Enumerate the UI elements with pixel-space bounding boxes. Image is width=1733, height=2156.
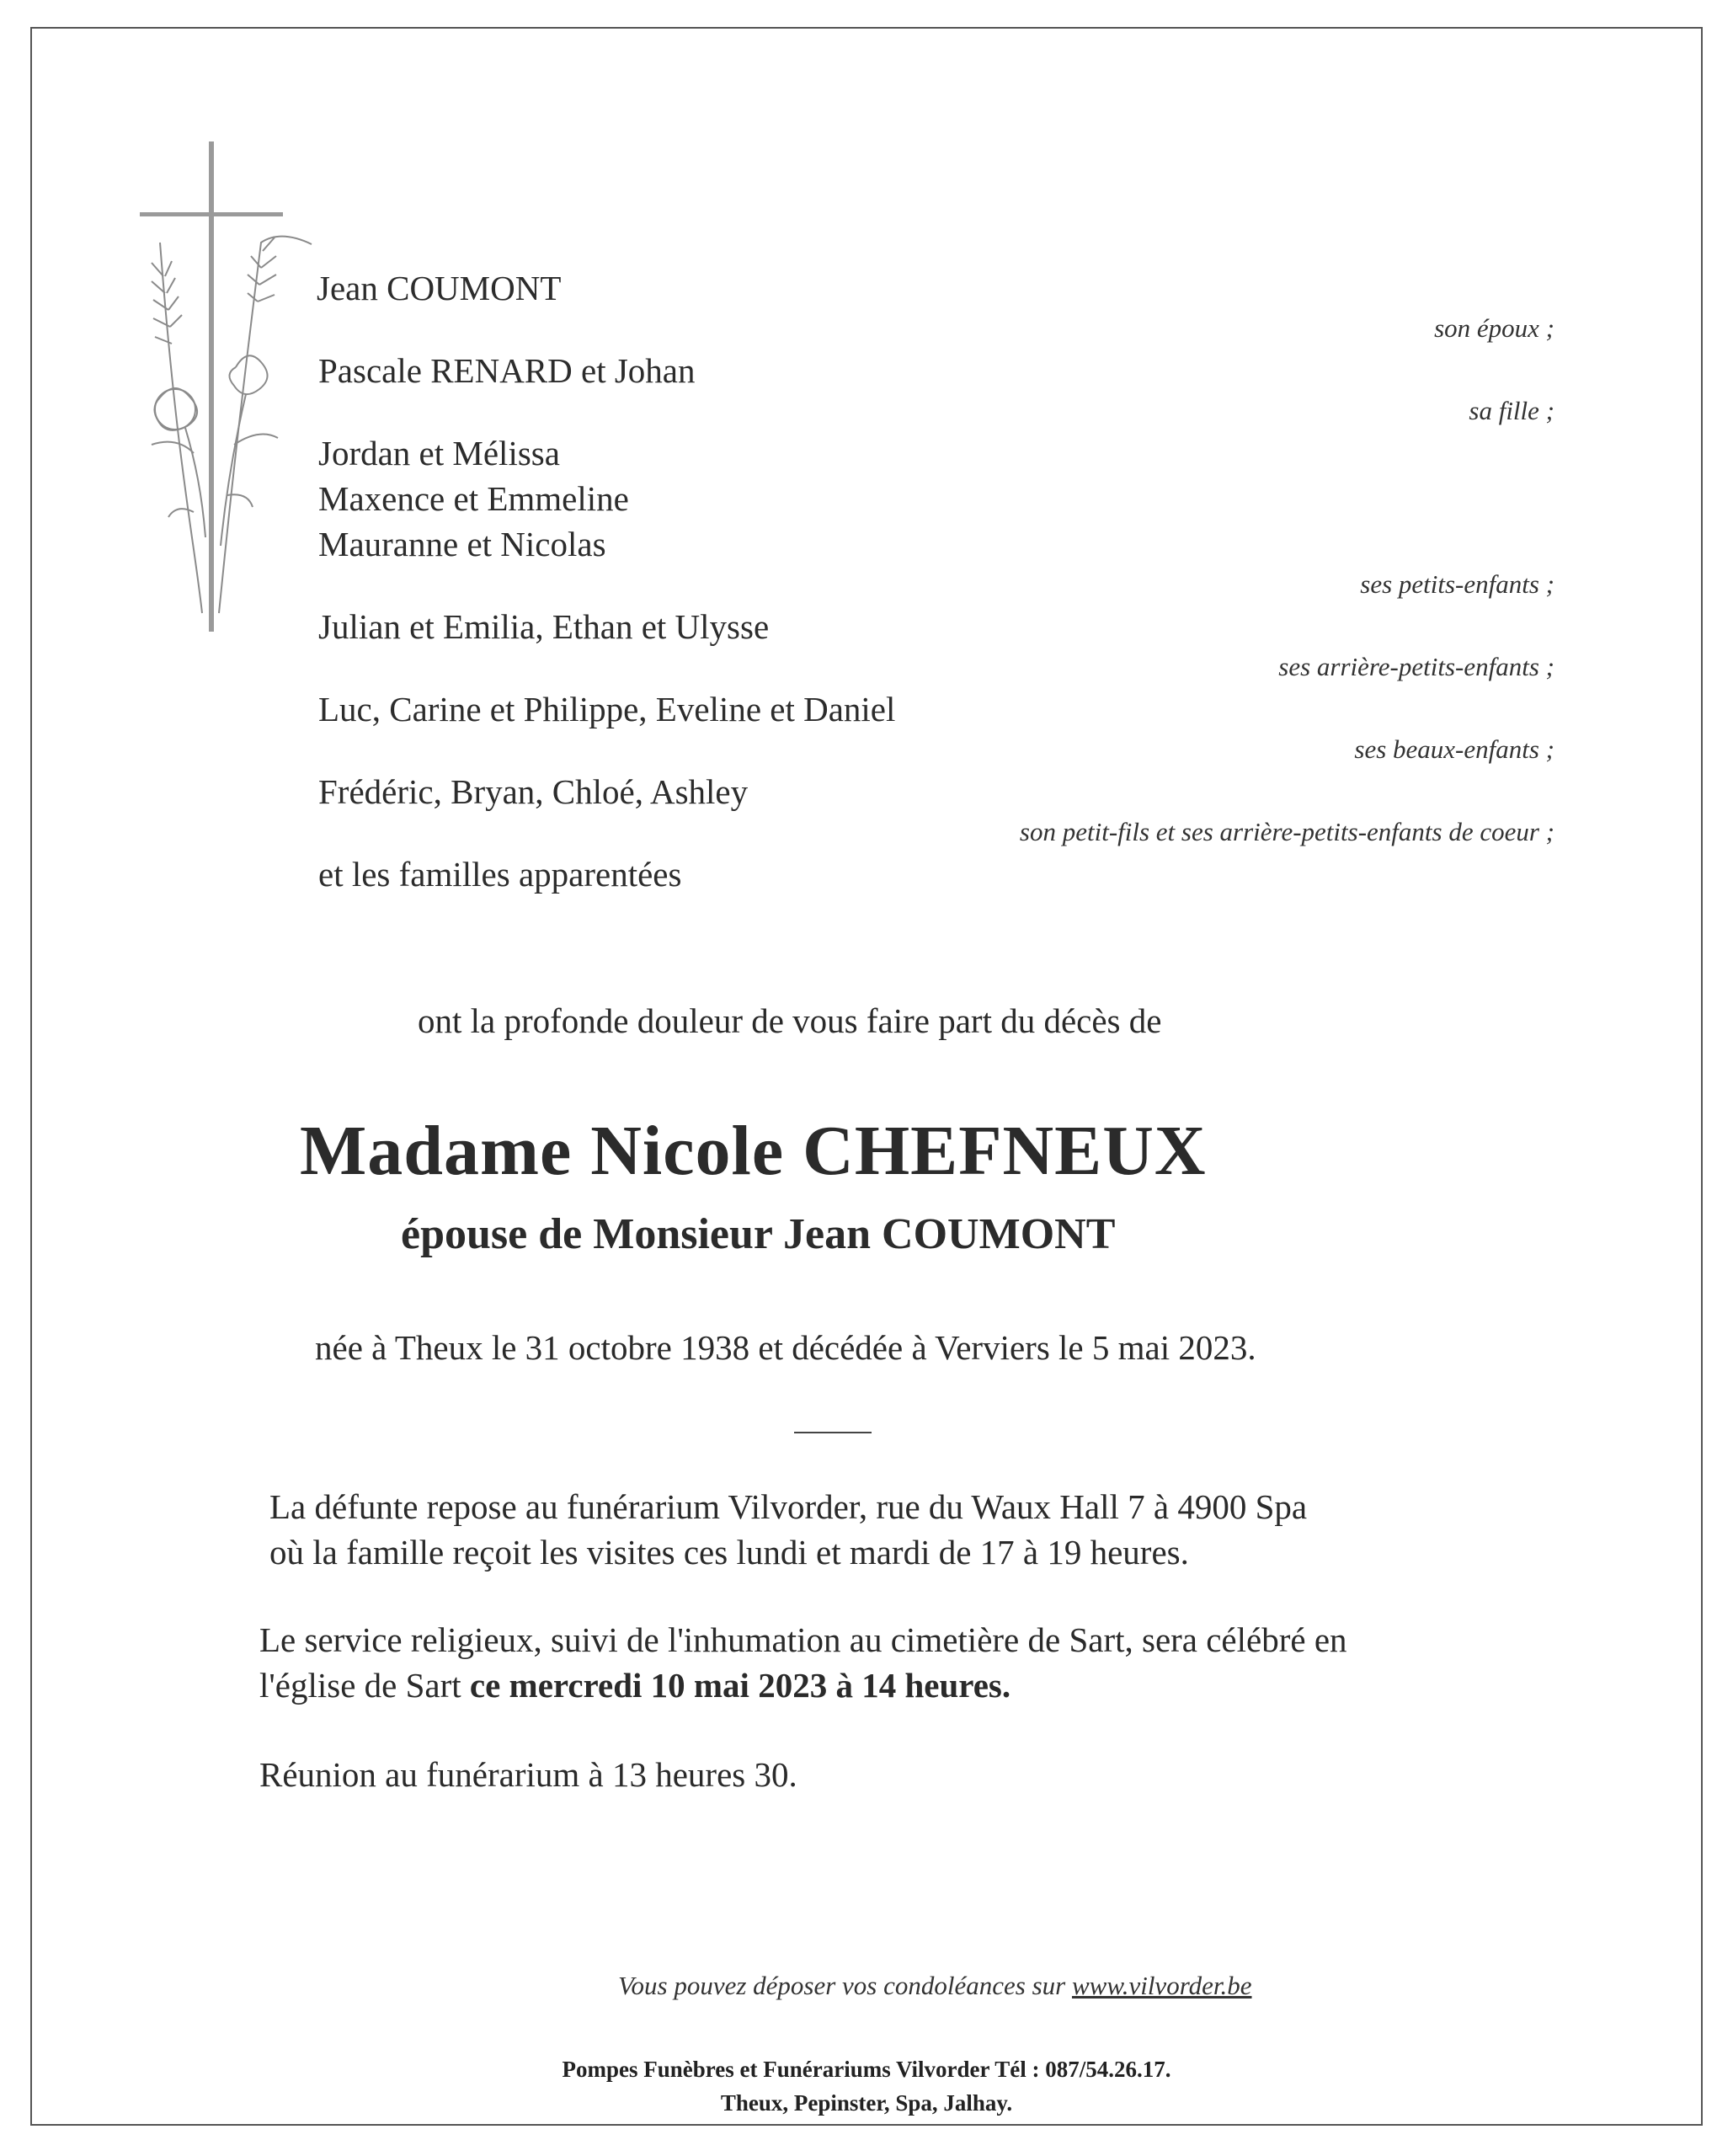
relation-in-laws: ses beaux-enfants ; <box>1354 734 1554 764</box>
service-date-time: ce mercredi 10 mai 2023 à 14 heures. <box>469 1666 1011 1705</box>
service-line-2 <box>259 1662 1010 1708</box>
family-line-grandchild-3: Mauranne et Nicolas <box>318 525 606 563</box>
family-line-great-grandchildren: Julian et Emilia, Ethan et Ulysse <box>318 607 770 646</box>
family-line-heart-family: Frédéric, Bryan, Chloé, Ashley <box>318 772 749 811</box>
cross-with-wheat-icon <box>135 141 320 638</box>
service-location: l'église de Sart <box>259 1666 470 1705</box>
footer-line-2: Theux, Pepinster, Spa, Jalhay. <box>720 2090 1013 2116</box>
repose-line-1: La défunte repose au funérarium Vilvorder, rue du Waux Hall 7 à 4900 Spa <box>269 1487 1308 1526</box>
relation-grandchildren: ses petits-enfants ; <box>1360 569 1554 599</box>
family-line-in-laws: Luc, Carine et Philippe, Eveline et Daniel <box>318 690 896 728</box>
relation-daughter: sa fille ; <box>1469 396 1554 425</box>
relation-spouse: son époux ; <box>1434 313 1554 343</box>
relation-great-grandchildren: ses arrière-petits-enfants ; <box>1278 652 1554 681</box>
relation-heart-family: son petit-fils et ses arrière-petits-enfants de coeur ; <box>1019 817 1554 846</box>
announcement-intro: ont la profonde douleur de vous faire part du décès de <box>418 1001 1162 1040</box>
birth-death-dates: née à Theux le 31 octobre 1938 et décédée à Verviers le 5 mai 2023. <box>315 1328 1256 1367</box>
family-line-grandchild-2: Maxence et Emmeline <box>318 479 629 518</box>
condolences-text: Vous pouvez déposer vos condoléances sur <box>618 1971 1072 2000</box>
condolences-link[interactable]: www.vilvorder.be <box>1071 1971 1252 2000</box>
deceased-name: Madame Nicole CHEFNEUX <box>300 1112 1207 1190</box>
family-line-relatives: et les familles apparentées <box>318 855 682 894</box>
reunion-line: Réunion au funérarium à 13 heures 30. <box>259 1755 797 1794</box>
family-line-grandchild-1: Jordan et Mélissa <box>318 434 560 472</box>
footer-line-1: Pompes Funèbres et Funérariums Vilvorder Tél : 087/54.26.17. <box>562 2057 1171 2082</box>
condolences-note <box>618 1971 1252 2001</box>
repose-line-2: où la famille reçoit les visites ces lundi et mardi de 17 à 19 heures. <box>269 1533 1189 1572</box>
family-line-daughter: Pascale RENARD et Johan <box>318 351 696 390</box>
service-line-1: Le service religieux, suivi de l'inhumation au cimetière de Sart, sera célébré en <box>259 1620 1347 1659</box>
separator-line <box>794 1432 872 1433</box>
family-line-spouse: Jean COUMONT <box>317 269 562 307</box>
deceased-spouse: épouse de Monsieur Jean COUMONT <box>401 1210 1116 1258</box>
